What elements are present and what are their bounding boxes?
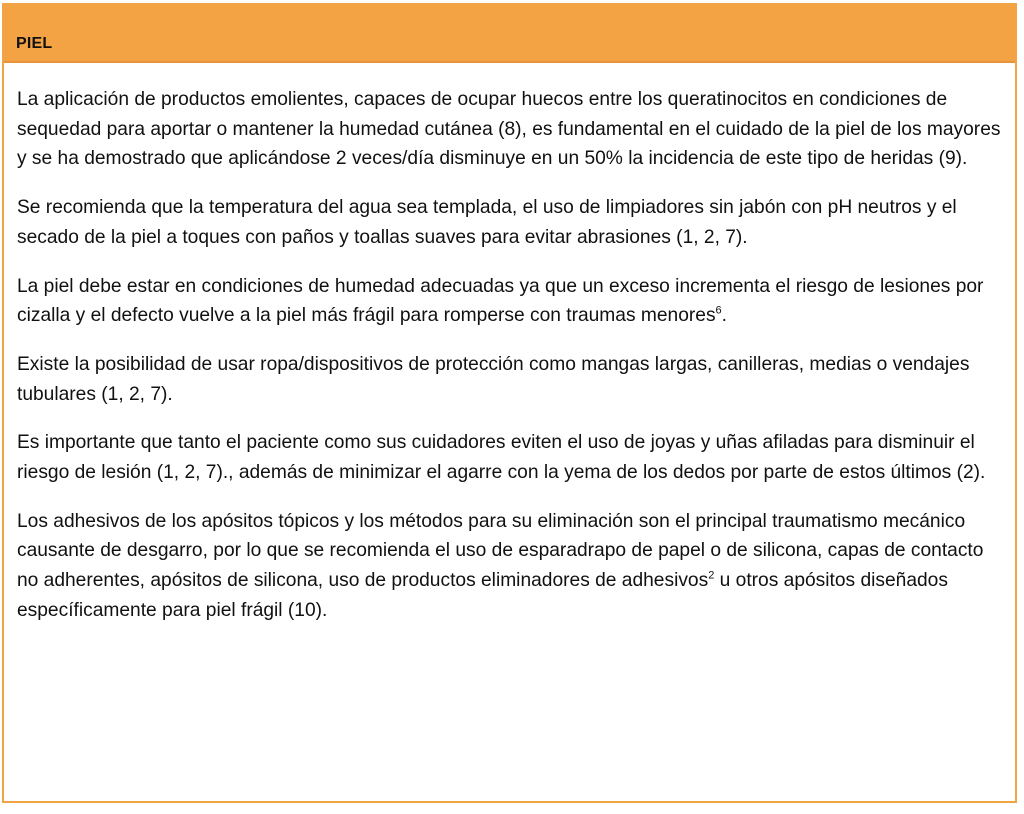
piel-box <box>2 3 1017 803</box>
box-title: PIEL <box>16 35 53 52</box>
paragraph-adhesivos: Los adhesivos de los apósitos tópicos y los métodos para su eliminación son el principal traumatismo mecánico causante de desgarro, por lo que se recomienda el uso de esparadrapo de papel o de silicona, capas de contacto no adherentes, apósitos de silicona, uso de productos eliminadores de adhesivos$^2$ u otros apósitos diseñados específicamente para piel frágil (10). <box>17 510 984 621</box>
box-body <box>4 63 1015 626</box>
paragraph-proteccion: Existe la posibilidad de usar ropa/dispositivos de protección como mangas largas, canilleras, medias o vendajes tubulares (1, 2, 7). <box>17 353 970 405</box>
footnote-ref: 2 <box>708 569 715 582</box>
footnote-ref: 6 <box>715 304 722 317</box>
box-header <box>4 5 1015 63</box>
paragraph-temperatura-agua: Se recomienda que la temperatura del agua sea templada, el uso de limpiadores sin jabón con pH neutros y el secado de la piel a toques con paños y toallas suaves para evitar abrasiones (1, 2, 7). <box>17 197 957 248</box>
paragraph-emolientes: La aplicación de productos emolientes, capaces de ocupar huecos entre los queratinocitos en condiciones de sequedad para aportar o mantener la humedad cutánea (8), es fundamental en el cuidado de la piel de los mayores y se ha demostrado que aplicándose 2 veces/día disminuye en un 50% la incidencia de este tipo de heridas (9). <box>17 89 1001 170</box>
paragraph-humedad: La piel debe estar en condiciones de humedad adecuadas ya que un exceso incrementa el riesgo de lesiones por cizalla y el defecto vuelve a la piel más frágil para romperse con traumas menores$^6$. <box>17 275 984 327</box>
paragraph-joyas-unas: Es importante que tanto el paciente como sus cuidadores eviten el uso de joyas y uñas afiladas para disminuir el riesgo de lesión (1, 2, 7)., además de minimizar el agarre con la yema de los dedos por parte de estos últimos (2). <box>17 432 986 484</box>
